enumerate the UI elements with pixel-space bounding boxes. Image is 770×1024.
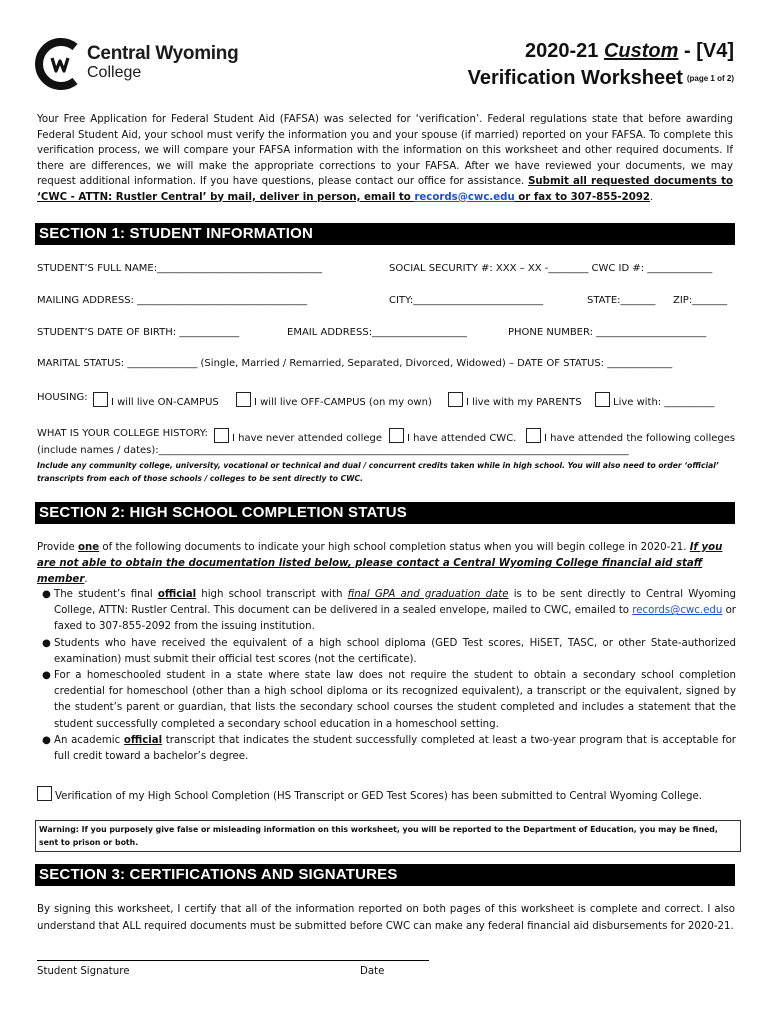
intro-submit-instructions-a: Submit all requested documents to ‘CWC - ATTN: Rustler Central’ by mail, deliver in person, email to xyxy=(37,176,733,203)
city-field[interactable]: CITY:__________________________ xyxy=(389,295,544,306)
hs-verification-label: Verification of my High School Completion (HS Transcript or GED Test Scores) has been submitted to Central Wyoming College. xyxy=(55,791,703,802)
college-history-label: WHAT IS YOUR COLLEGE HISTORY: xyxy=(37,428,208,439)
college-history-note: Include any community college, university, vocational or technical and dual / concurrent credits taken while in high school. You will also need to order ‘official’ transcripts from each of those schools / colleges to be sent directly to CWC. xyxy=(37,461,719,483)
housing-off-campus-option[interactable] xyxy=(236,392,432,408)
list-item: ● The student’s final official high school transcript with final GPA and graduation date is to be sent directly to Central Wyoming College, ATTN: Rustler Central. This document can be delivered in a sealed envelope, mailed to CWC, emailed to records@cwc.edu or faxed to 307-855-2092 from the issuing institution. xyxy=(42,589,737,633)
title-version: [V4] xyxy=(696,40,734,62)
instr-text-b: of the following documents to indicate your high school completion status when you will begin college in 2020-21. xyxy=(99,542,690,553)
checkbox-icon[interactable] xyxy=(448,392,463,407)
section1-header: SECTION 1: STUDENT INFORMATION xyxy=(35,223,735,245)
records-email-link[interactable]: records@cwc.edu xyxy=(414,191,515,203)
history-never-option[interactable] xyxy=(214,428,382,444)
college-names-field[interactable]: (include names / dates):______________________________________________________________________________________________ xyxy=(37,445,629,456)
document-options-list xyxy=(42,587,736,765)
housing-label: HOUSING: xyxy=(37,392,88,403)
housing-off-campus-label: I will live OFF-CAMPUS (on my own) xyxy=(254,397,432,408)
document-title xyxy=(468,38,734,93)
cwc-logo-icon xyxy=(35,38,87,90)
hs-verification-option[interactable] xyxy=(37,786,702,802)
history-following-label: I have attended the following colleges xyxy=(544,433,736,444)
title-year: 2020-21 xyxy=(524,40,599,62)
checkbox-icon[interactable] xyxy=(214,428,229,443)
college-logo xyxy=(35,38,245,92)
bullet-icon: ● xyxy=(42,589,51,600)
full-name-field[interactable]: STUDENT’S FULL NAME:_________________________________ xyxy=(37,263,323,274)
housing-parents-option[interactable] xyxy=(448,392,582,408)
housing-on-campus-label: I will live ON-CAMPUS xyxy=(111,397,219,408)
history-cwc-option[interactable] xyxy=(389,428,516,444)
intro-submit-instructions-b: or fax to 307-855-2092 xyxy=(514,191,651,203)
housing-parents-label: I live with my PARENTS xyxy=(466,397,582,408)
ssn-cwcid-field[interactable]: SOCIAL SECURITY #: XXX – XX -________ CWC ID #: _____________ xyxy=(389,263,713,274)
title-main: Verification Worksheet xyxy=(467,67,683,89)
checkbox-icon[interactable] xyxy=(236,392,251,407)
housing-other-label: Live with: __________ xyxy=(613,397,715,408)
dob-field[interactable]: STUDENT’S DATE OF BIRTH: ____________ xyxy=(37,327,240,338)
section2-header: SECTION 2: HIGH SCHOOL COMPLETION STATUS xyxy=(35,502,735,524)
bullet-icon: ● xyxy=(42,637,51,649)
history-following-option[interactable] xyxy=(526,428,735,444)
email-field[interactable]: EMAIL ADDRESS:___________________ xyxy=(287,327,468,338)
instr-one: one xyxy=(78,542,100,553)
title-dash: - xyxy=(683,40,691,62)
state-field[interactable]: STATE:_______ xyxy=(587,295,656,306)
checkbox-icon[interactable] xyxy=(595,392,610,407)
bullet-icon: ● xyxy=(42,670,51,682)
instr-emphasis: If you are not able to obtain the documentation listed below, please contact a Central Wyoming College financial aid staff member xyxy=(37,542,723,585)
list-item: ● For a homeschooled student in a state where state law does not require the student to obtain a secondary school completion credential for homeschool (other than a high school diploma or its recognized equivalent), a transcript or the equivalent, signed by the student’s parent or guardian, that lists the secondary school courses the student completed and includes a statement that the student successfully completed a secondary school education in a homeschool setting. xyxy=(42,670,736,730)
checkbox-icon[interactable] xyxy=(93,392,108,407)
marital-status-field[interactable]: MARITAL STATUS: ______________ (Single, Married / Remarried, Separated, Divorced, Widowed) – DATE OF STATUS: _____________ xyxy=(37,358,673,369)
title-custom: Custom xyxy=(603,40,679,62)
intro-text: Your Free Application for Federal Student Aid (FAFSA) was selected for ‘verification’. Federal regulations state that before awarding Federal Student Aid, your school must verify the information you and your spouse (if married) reported on your FAFSA. To complete this verification process, we will compare your FAFSA information with the information on this worksheet and other required documents. If there are differences, we will make the appropriate corrections to your FAFSA. After we have reviewed your documents, we may request additional information. If you have questions, please contact our office for assistance. xyxy=(37,114,733,187)
logo-text-line2: College xyxy=(87,64,142,81)
intro-end: . xyxy=(650,191,654,203)
records-email-link[interactable]: records@cwc.edu xyxy=(632,605,723,617)
zip-field[interactable]: ZIP:_______ xyxy=(673,295,728,306)
mailing-address-field[interactable]: MAILING ADDRESS: __________________________________ xyxy=(37,295,308,306)
checkbox-icon[interactable] xyxy=(526,428,541,443)
bullet-icon: ● xyxy=(42,734,51,746)
date-label: Date xyxy=(360,966,385,977)
signature-line[interactable] xyxy=(37,960,429,961)
instr-text-a: Provide xyxy=(37,542,78,553)
certification-text: By signing this worksheet, I certify that all of the information reported on both pages of this worksheet is complete and correct. I also understand that ALL required documents must be submitted before CWC can make any federal financial aid disbursements for 2020-21. xyxy=(37,904,735,932)
page-indicator: (page 1 of 2) xyxy=(686,73,734,83)
housing-on-campus-option[interactable] xyxy=(93,392,219,408)
history-cwc-label: I have attended CWC. xyxy=(407,433,517,444)
instr-end: . xyxy=(84,574,88,585)
housing-other-option[interactable] xyxy=(595,392,714,408)
logo-text-line1: Central Wyoming xyxy=(87,43,239,64)
phone-field[interactable]: PHONE NUMBER: ______________________ xyxy=(508,327,707,338)
list-item: ● Students who have received the equivalent of a high school diploma (GED Test scores, HiSET, TASC, or other State-authorized examination) must submit their official test scores (not the certificate). xyxy=(42,637,736,665)
section3-header: SECTION 3: CERTIFICATIONS AND SIGNATURES xyxy=(35,864,735,886)
list-item: ● An academic official transcript that indicates the student successfully completed at least a two-year program that is acceptable for full credit toward a bachelor’s degree. xyxy=(42,734,736,763)
warning-box: Warning: If you purposely give false or misleading information on this worksheet, you will be reported to the Department of Education, you may be fined, sent to prison or both. xyxy=(35,820,741,852)
student-signature-label: Student Signature xyxy=(37,966,130,977)
history-never-label: I have never attended college xyxy=(232,433,383,444)
checkbox-icon[interactable] xyxy=(389,428,404,443)
intro-paragraph xyxy=(37,112,733,205)
checkbox-icon[interactable] xyxy=(37,786,52,801)
section2-instructions xyxy=(37,540,735,588)
